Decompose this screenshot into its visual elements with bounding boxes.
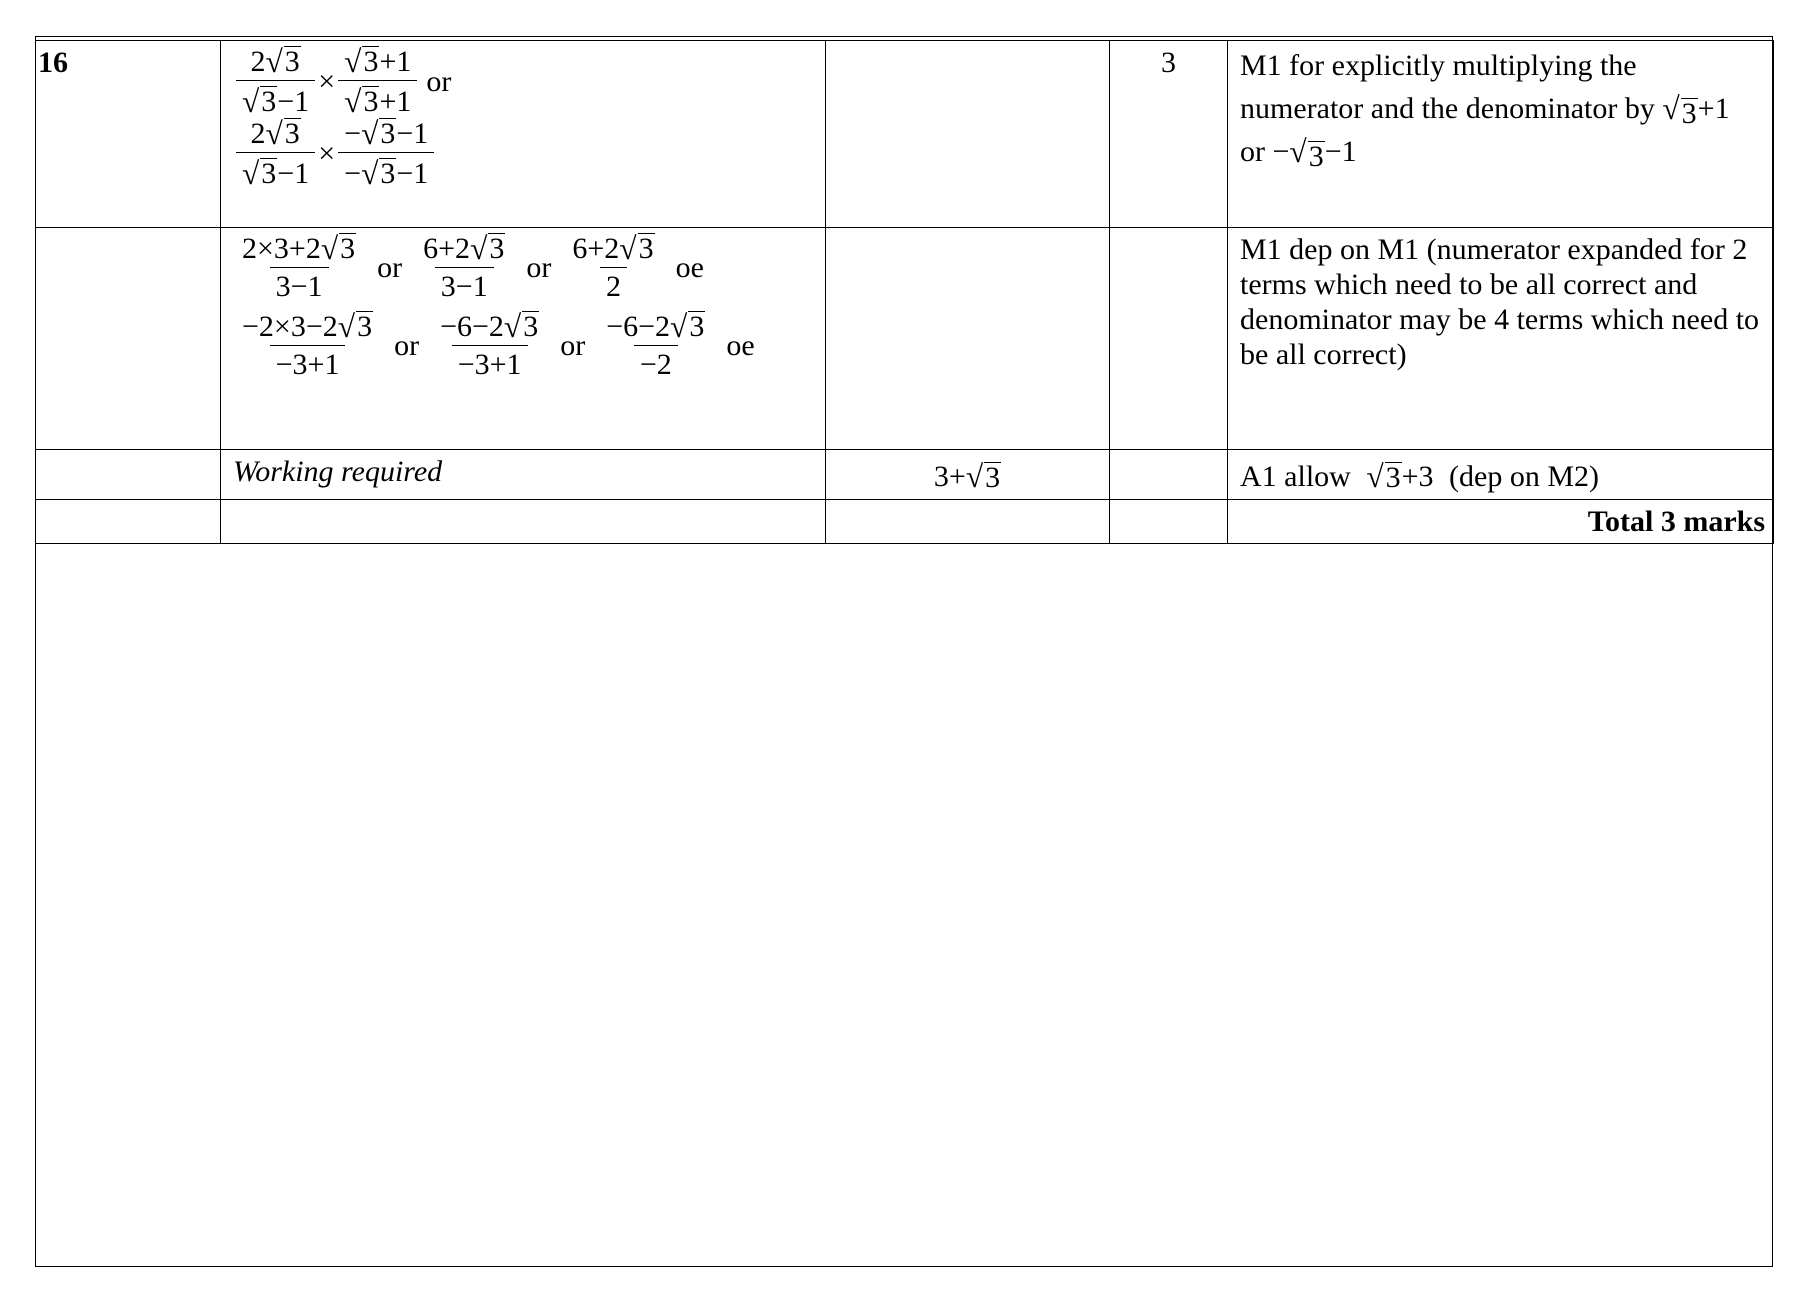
mark-scheme-table — [35, 40, 1774, 544]
working-cell: Working required — [221, 450, 826, 500]
working-line: 2 √ 3 √ 3 −1 × √ 3 +1 √ 3 +1 or — [233, 45, 813, 117]
mark-cell — [1110, 500, 1228, 544]
mark-cell: 3 — [1110, 41, 1228, 228]
fraction: − √ 3 −1 − √ 3 −1 — [338, 117, 434, 189]
fraction: 2 √ 3 √ 3 −1 — [236, 45, 315, 117]
answer-cell — [826, 228, 1110, 450]
working-line: −2×3−2 √ 3 −3+1 or −6−2 √ 3 −3+1 or −6−2 √ 3 −2 oe — [233, 310, 813, 380]
fraction: √ 3 +1 √ 3 +1 — [338, 45, 417, 117]
fraction: −6−2 √ 3 −3+1 — [440, 309, 539, 381]
question-number — [36, 500, 221, 544]
answer-cell: 3+ √ 3 — [826, 450, 1110, 500]
fraction: 6+2 √ 3 2 — [572, 231, 654, 303]
table-row — [36, 228, 1774, 450]
total-marks: Total 3 marks — [1228, 500, 1774, 544]
answer-cell — [826, 500, 1110, 544]
fraction: −2×3−2 √ 3 −3+1 — [242, 309, 373, 381]
working-cell — [221, 500, 826, 544]
fraction: 2×3+2 √ 3 3−1 — [242, 231, 356, 303]
fraction: 2 √ 3 √ 3 −1 — [236, 117, 315, 189]
mark-cell — [1110, 450, 1228, 500]
notes-cell: M1 dep on M1 (numerator expanded for 2 terms which need to be all correct and denominator may be 4 terms which need to be all correct) — [1228, 228, 1774, 450]
working-line: 2×3+2 √ 3 3−1 or 6+2 √ 3 3−1 or 6+2 √ 3 2 oe — [233, 232, 813, 302]
question-number — [36, 450, 221, 500]
notes-cell: M1 for explicitly multiplying the numerator and the denominator by √ 3 +1 or − √ 3 −1 — [1228, 41, 1774, 228]
working-cell — [221, 228, 826, 450]
question-number — [36, 228, 221, 450]
table-row — [36, 41, 1774, 228]
mark-cell — [1110, 228, 1228, 450]
table-row — [36, 500, 1774, 544]
question-number: 16 — [36, 41, 221, 228]
fraction: 6+2 √ 3 3−1 — [423, 231, 505, 303]
table-row — [36, 450, 1774, 500]
working-cell — [221, 41, 826, 228]
answer-cell — [826, 41, 1110, 228]
fraction: −6−2 √ 3 −2 — [606, 309, 705, 381]
notes-cell: A1 allow √ 3 +3 (dep on M2) — [1228, 450, 1774, 500]
working-line: 2 √ 3 √ 3 −1 × − √ 3 −1 − √ 3 −1 — [233, 117, 813, 189]
